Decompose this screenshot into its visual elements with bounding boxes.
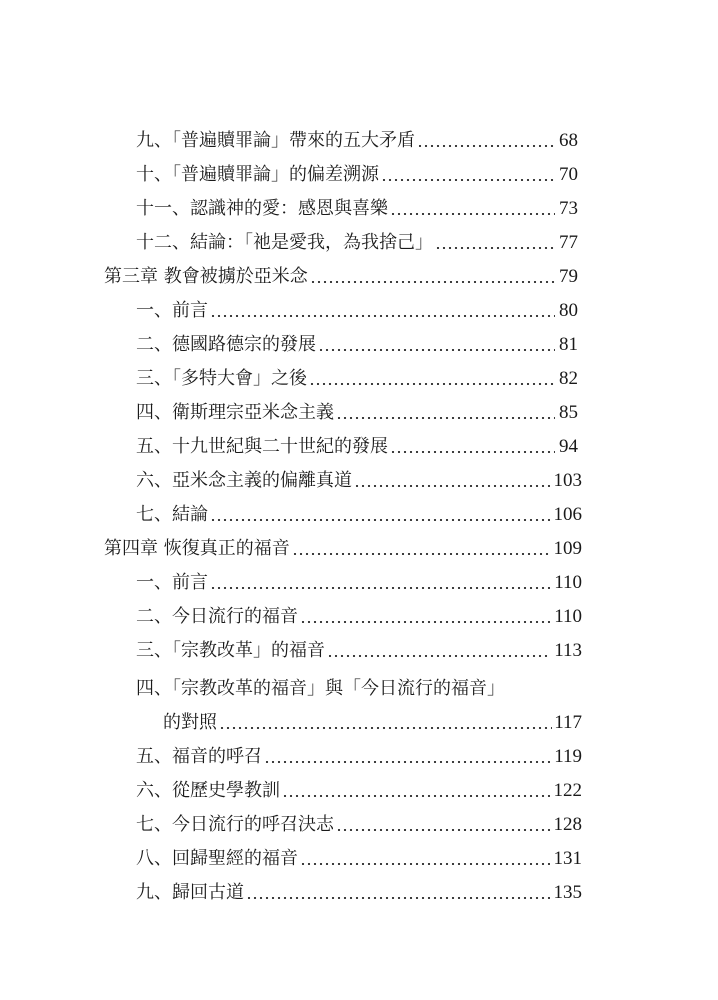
toc-entry xyxy=(136,464,582,498)
dot-leader xyxy=(417,145,555,147)
toc-entry-title: 十、「普遍贖罪論」的偏差溯源 xyxy=(136,164,379,185)
toc-entry-page: 113 xyxy=(554,640,582,661)
toc-entry xyxy=(136,396,578,430)
toc-entry-continuation xyxy=(163,706,582,740)
toc-entry-title: 一、前言 xyxy=(136,300,208,321)
toc-entry-first-line xyxy=(136,672,582,706)
dot-leader xyxy=(309,383,555,385)
toc-entry xyxy=(136,842,582,876)
toc-entry-title: 六、從歷史學教訓 xyxy=(136,780,280,801)
dot-leader xyxy=(219,727,552,729)
toc-entry xyxy=(136,774,582,808)
dot-leader xyxy=(282,795,550,797)
toc-entry-page: 70 xyxy=(559,164,578,185)
toc-entry xyxy=(136,634,582,668)
toc-entry xyxy=(136,158,578,192)
toc-entry xyxy=(136,430,578,464)
toc-entry xyxy=(136,294,578,328)
toc-entry-title: 十二、結論：「祂是愛我，為我捨己」 xyxy=(136,232,433,253)
toc-entry-page: 81 xyxy=(559,334,578,355)
toc-entry xyxy=(136,566,582,600)
toc-entry-page: 119 xyxy=(554,746,582,767)
toc-entry xyxy=(136,808,582,842)
toc-entry xyxy=(136,876,582,910)
toc-entry-page: 73 xyxy=(559,198,578,219)
toc-entry-page: 135 xyxy=(553,882,582,903)
dot-leader xyxy=(264,761,550,763)
toc-entry-page: 85 xyxy=(559,402,578,423)
toc-entry-page: 106 xyxy=(553,504,582,525)
dot-leader xyxy=(327,655,550,657)
toc-entry-page: 79 xyxy=(559,266,578,287)
toc-entry-page: 109 xyxy=(553,538,582,559)
toc-entry-title: 九、歸回古道 xyxy=(136,882,244,903)
toc-entry-page: 68 xyxy=(559,130,578,151)
dot-leader xyxy=(336,829,550,831)
dot-leader xyxy=(390,451,555,453)
toc-entry-page: 128 xyxy=(553,814,582,835)
dot-leader xyxy=(318,349,555,351)
dot-leader xyxy=(300,863,550,865)
toc-entry-page: 80 xyxy=(559,300,578,321)
dot-leader xyxy=(381,179,555,181)
toc-entry-page: 117 xyxy=(554,712,582,733)
toc-entry-title: 四、衛斯理宗亞米念主義 xyxy=(136,402,334,423)
toc-entry-title: 十一、認識神的愛：感恩與喜樂 xyxy=(136,198,388,219)
toc-entry xyxy=(136,362,578,396)
toc-entry-title: 二、今日流行的福音 xyxy=(136,606,298,627)
toc-entry xyxy=(136,740,582,774)
toc-entry xyxy=(136,328,578,362)
toc-entry-title: 四、「宗教改革的福音」與「今日流行的福音」 xyxy=(136,678,505,699)
toc-entry-title: 一、前言 xyxy=(136,572,208,593)
dot-leader xyxy=(246,897,550,899)
toc-entry-page: 122 xyxy=(553,780,582,801)
toc-entry-title: 三、「多特大會」之後 xyxy=(136,368,307,389)
toc-entry-title: 三、「宗教改革」的福音 xyxy=(136,640,325,661)
toc-entry-title: 七、今日流行的呼召決志 xyxy=(136,814,334,835)
toc-entry-page: 94 xyxy=(559,436,578,457)
toc-entry-page: 131 xyxy=(553,848,582,869)
toc-entry xyxy=(136,226,578,260)
toc-entry-title: 的對照 xyxy=(163,712,217,733)
toc-entry-title: 五、福音的呼召 xyxy=(136,746,262,767)
toc-entry xyxy=(136,192,578,226)
toc-entry-page: 82 xyxy=(559,368,578,389)
toc-entry-title: 八、回歸聖經的福音 xyxy=(136,848,298,869)
toc-chapter xyxy=(104,532,582,566)
toc-entry-page: 103 xyxy=(553,470,582,491)
dot-leader xyxy=(210,519,550,521)
toc-chapter-title: 第四章 恢復真正的福音 xyxy=(104,538,290,559)
toc-chapter-title: 第三章 教會被擄於亞米念 xyxy=(104,266,308,287)
toc-chapter xyxy=(104,260,578,294)
toc-entry xyxy=(136,124,578,158)
dot-leader xyxy=(336,417,555,419)
dot-leader xyxy=(292,553,550,555)
dot-leader xyxy=(390,213,555,215)
dot-leader xyxy=(310,281,555,283)
toc-entry xyxy=(136,600,582,634)
toc-entry-title: 二、德國路德宗的發展 xyxy=(136,334,316,355)
dot-leader xyxy=(354,485,550,487)
toc-entry-page: 110 xyxy=(554,572,582,593)
toc-entry-title: 六、亞米念主義的偏離真道 xyxy=(136,470,352,491)
toc-entry-page: 77 xyxy=(559,232,578,253)
dot-leader xyxy=(210,315,555,317)
toc-entry xyxy=(136,498,582,532)
toc-entry-page: 110 xyxy=(554,606,582,627)
dot-leader xyxy=(210,587,550,589)
dot-leader xyxy=(435,247,555,249)
toc-entry-title: 七、結論 xyxy=(136,504,208,525)
toc-entry-title: 九、「普遍贖罪論」帶來的五大矛盾 xyxy=(136,130,415,151)
dot-leader xyxy=(300,621,550,623)
toc-entry-title: 五、十九世紀與二十世紀的發展 xyxy=(136,436,388,457)
